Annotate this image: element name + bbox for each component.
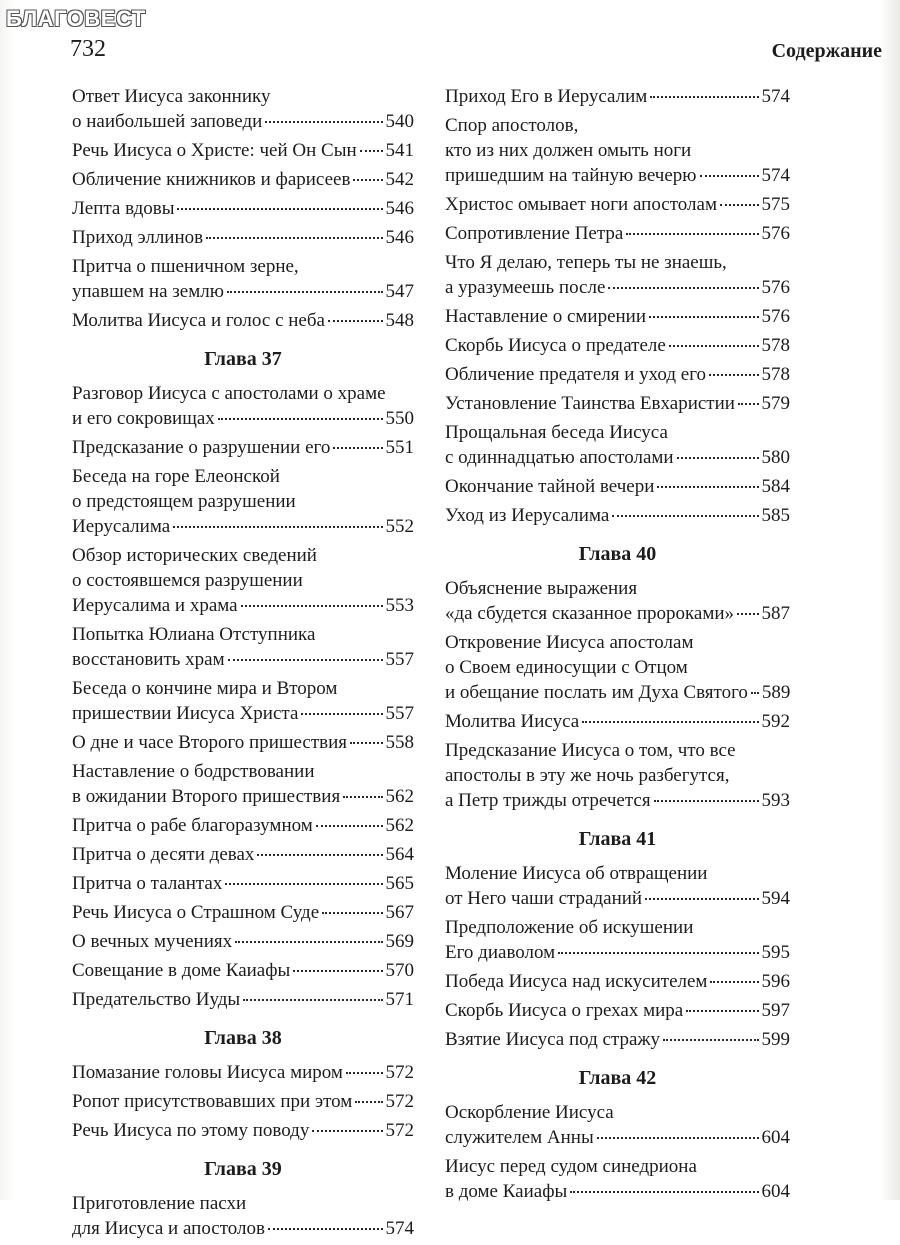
watermark-logo: БЛАГОВЕСТ <box>6 6 146 31</box>
toc-entry-title-line: Беседа о кончине мира и Втором <box>72 678 338 699</box>
dot-leader <box>738 403 759 405</box>
toc-entry-title-line: о Своем единосущии с Отцом <box>445 657 688 678</box>
dot-leader <box>316 825 383 827</box>
toc-entry <box>445 1100 790 1150</box>
toc-page-number: 565 <box>385 873 414 894</box>
toc-entry-title-line: Приход Его в Иерусалим <box>445 86 648 107</box>
dot-leader <box>582 721 758 723</box>
toc-entry <box>72 1118 414 1143</box>
toc-entry <box>445 113 790 188</box>
toc-page-number: 567 <box>385 902 414 923</box>
toc-entry-row <box>72 958 414 983</box>
toc-entry-row <box>445 601 790 626</box>
toc-entry-title-line: для Иисуса и апостолов <box>72 1218 265 1239</box>
toc-entry-title-line: Обличение предателя и уход его <box>445 364 707 385</box>
toc-entry <box>72 1191 414 1241</box>
toc-page-number: 576 <box>761 306 790 327</box>
toc-page-number: 542 <box>385 169 414 190</box>
running-header: Содержание <box>771 40 882 62</box>
toc-page-number: 592 <box>761 711 790 732</box>
chapter-heading: Глава 39 <box>204 1158 282 1180</box>
toc-entry-row <box>445 333 790 358</box>
toc-entry-title-line: Уход из Иерусалима <box>445 505 610 526</box>
dot-leader <box>218 418 383 420</box>
toc-page-number: 571 <box>385 989 414 1010</box>
toc-entry-title-line: Молитва Иисуса и голос с неба <box>72 310 325 331</box>
toc-entry-title-line: пришествии Иисуса Христа <box>72 703 299 724</box>
toc-entry-row <box>445 940 790 965</box>
dot-leader <box>301 713 382 715</box>
toc-page-number: 589 <box>761 682 791 703</box>
dot-leader <box>343 796 382 798</box>
toc-entry-title-line: Что Я делаю, теперь ты не знаешь, <box>445 252 727 273</box>
toc-entry-title-line: Притча о десяти девах <box>72 844 255 865</box>
dot-leader <box>355 1101 382 1103</box>
toc-entry-row <box>72 109 414 134</box>
toc-page-number: 557 <box>385 649 414 670</box>
toc-entry <box>445 576 790 626</box>
toc-entry-title-line: Совещание в доме Каиафы <box>72 960 291 981</box>
toc-entry-title-line: Притча о пшеничном зерне, <box>72 256 299 277</box>
toc-page-number: 540 <box>385 111 414 132</box>
toc-entry-title-line: Скорбь Иисуса о предателе <box>445 335 666 356</box>
dot-leader <box>353 179 382 181</box>
toc-entry-title-line: Речь Иисуса о Страшном Суде <box>72 902 320 923</box>
toc-entry-title-line: о наибольшей заповеди <box>72 111 263 132</box>
toc-entry-title-line: Беседа на горе Елеонской <box>72 466 280 487</box>
toc-entry-row <box>72 138 414 163</box>
toc-entry <box>72 622 414 672</box>
toc-page-number: 575 <box>761 194 790 215</box>
chapter-heading: Глава 40 <box>578 543 657 565</box>
dot-leader <box>227 291 383 293</box>
toc-page-number: 570 <box>385 960 414 981</box>
toc-entry-row <box>72 871 414 896</box>
toc-entry-title-line: Скорбь Иисуса о грехах мира <box>445 1000 684 1021</box>
toc-entry-row <box>445 474 790 499</box>
dot-leader <box>235 941 382 943</box>
dot-leader <box>597 1137 759 1139</box>
toc-page-number: 546 <box>385 198 414 219</box>
dot-leader <box>265 121 382 123</box>
dot-leader <box>645 898 758 900</box>
toc-entry-row <box>72 167 414 192</box>
toc-entry-row <box>445 709 790 734</box>
toc-page-number: 580 <box>761 447 790 468</box>
toc-entry-title-line: Моление Иисуса об отвращении <box>445 863 708 884</box>
toc-entry <box>72 676 414 726</box>
dot-leader <box>612 515 758 517</box>
toc-entry <box>445 304 790 329</box>
dot-leader <box>626 233 758 235</box>
toc-page-number: 595 <box>761 942 790 963</box>
toc-page-number: 553 <box>385 595 414 616</box>
toc-entry-title-line: Взятие Иисуса под стражу <box>445 1029 661 1050</box>
dot-leader <box>558 952 758 954</box>
dot-leader <box>751 692 759 694</box>
toc-page-number: 604 <box>761 1127 790 1148</box>
toc-entry <box>72 225 414 250</box>
toc-entry-row <box>445 680 790 705</box>
toc-entry <box>445 362 790 387</box>
dot-leader <box>206 237 382 239</box>
toc-entry-title-line: Обзор исторических сведений <box>72 545 317 566</box>
toc-page-number: 548 <box>385 310 414 331</box>
chapter-heading: Глава 42 <box>578 1067 657 1089</box>
toc-entry-title-line: Спор апостолов, <box>445 115 579 136</box>
toc-page-number: 599 <box>761 1029 790 1050</box>
toc-entry <box>445 630 790 705</box>
toc-entry-row <box>72 701 414 726</box>
toc-entry-title-line: «да сбудется сказанное пророками» <box>445 603 735 624</box>
toc-page-number: 585 <box>761 505 790 526</box>
chapter-heading: Глава 37 <box>204 348 282 370</box>
dot-leader <box>360 150 383 152</box>
toc-entry-row <box>72 784 414 809</box>
toc-entry <box>445 1027 790 1052</box>
toc-entry-title-line: Предсказание Иисуса о том, что все <box>445 740 736 761</box>
dot-leader <box>293 970 382 972</box>
dot-leader <box>268 1228 383 1230</box>
toc-entry <box>445 333 790 358</box>
toc-entry-title-line: Объяснение выражения <box>445 578 638 599</box>
toc-entry-title-line: Иерусалима и храма <box>72 595 238 616</box>
dot-leader <box>686 1010 758 1012</box>
toc-entry-row <box>72 900 414 925</box>
toc-entry-title-line: Иисус перед судом синедриона <box>445 1156 697 1177</box>
toc-page-number: 541 <box>385 140 414 161</box>
toc-entry <box>72 987 414 1012</box>
toc-entry-title-line: Речь Иисуса о Христе: чей Он Сын <box>72 140 357 161</box>
toc-entry <box>72 381 414 431</box>
toc-entry-row <box>445 362 790 387</box>
toc-entry-title-line: и его сокровищах <box>72 408 215 429</box>
toc-entry <box>445 474 790 499</box>
toc-entry <box>72 138 414 163</box>
toc-entry-title-line: О дне и часе Второго пришествия <box>72 732 348 753</box>
toc-page-number: 552 <box>385 516 414 537</box>
toc-entry-row <box>445 503 790 528</box>
toc-column-right <box>445 84 790 1208</box>
toc-entry <box>445 915 790 965</box>
toc-column-left <box>72 84 414 1245</box>
toc-page-number: 562 <box>385 815 414 836</box>
toc-entry-title-line: и обещание послать им Духа Святого <box>445 682 748 703</box>
dot-leader <box>710 981 758 983</box>
toc-page-number: 572 <box>385 1120 414 1141</box>
toc-entry-title-line: Обличение книжников и фарисеев <box>72 169 351 190</box>
toc-page-number: 547 <box>385 281 414 302</box>
toc-entry-title-line: Победа Иисуса над искусителем <box>445 971 708 992</box>
dot-leader <box>333 447 382 449</box>
toc-entry-row <box>72 406 414 431</box>
dot-leader <box>649 316 758 318</box>
toc-entry <box>445 250 790 300</box>
toc-entry-title-line: Предсказание о разрушении его <box>72 437 331 458</box>
toc-entry-title-line: Оскорбление Иисуса <box>445 1102 614 1123</box>
toc-entry-title-line: а Петр трижды отречется <box>445 790 651 811</box>
toc-entry <box>72 1060 414 1085</box>
toc-page-number: 572 <box>385 1091 414 1112</box>
toc-entry-row <box>445 1027 790 1052</box>
toc-page-number: 594 <box>761 888 790 909</box>
toc-entry <box>72 196 414 221</box>
toc-entry-title-line: апостолы в эту же ночь разбегутся, <box>445 765 730 786</box>
toc-entry-title-line: от Него чаши страданий <box>445 888 643 909</box>
toc-entry-row <box>445 163 790 188</box>
toc-entry-row <box>445 221 790 246</box>
toc-entry-row <box>72 279 414 304</box>
toc-entry-row <box>445 969 790 994</box>
toc-entry <box>72 929 414 954</box>
toc-entry-title-line: Притча о талантах <box>72 873 223 894</box>
toc-entry-title-line: пришедшим на тайную вечерю <box>445 165 697 186</box>
toc-entry <box>72 1089 414 1114</box>
toc-entry-row <box>72 987 414 1012</box>
toc-entry-title-line: Прощальная беседа Иисуса <box>445 422 668 443</box>
dot-leader <box>322 912 382 914</box>
toc-entry-row <box>445 84 790 109</box>
dot-leader <box>657 486 758 488</box>
toc-entry-row <box>72 929 414 954</box>
dot-leader <box>608 287 758 289</box>
dot-leader <box>663 1039 758 1041</box>
toc-entry-title-line: Установление Таинства Евхаристии <box>445 393 735 414</box>
toc-entry-title-line: с одиннадцатью апостолами <box>445 447 674 468</box>
toc-entry-title-line: Притча о рабе благоразумном <box>72 815 313 836</box>
toc-page-number: 593 <box>761 790 790 811</box>
dot-leader <box>173 526 382 528</box>
toc-page-number: 579 <box>761 393 790 414</box>
toc-page-number: 576 <box>761 277 790 298</box>
toc-entry-title-line: Сопротивление Петра <box>445 223 624 244</box>
dot-leader <box>709 374 758 376</box>
toc-entry-row <box>72 1089 414 1114</box>
toc-entry-title-line: Предательство Иуды <box>72 989 241 1010</box>
toc-page-number: 578 <box>761 364 790 385</box>
dot-leader <box>346 1072 383 1074</box>
toc-entry-row <box>72 842 414 867</box>
toc-entry-row <box>445 1179 790 1204</box>
toc-page-number: 550 <box>385 408 414 429</box>
dot-leader <box>350 742 382 744</box>
toc-entry <box>72 435 414 460</box>
toc-entry <box>72 543 414 618</box>
toc-entry-row <box>72 514 414 539</box>
toc-entry <box>445 221 790 246</box>
toc-entry-title-line: Наставление о смирении <box>445 306 647 327</box>
toc-entry <box>445 192 790 217</box>
toc-entry-row <box>72 1216 414 1241</box>
toc-page-number: 604 <box>761 1181 790 1202</box>
toc-entry-title-line: в ожидании Второго пришествия <box>72 786 341 807</box>
toc-entry-row <box>72 1118 414 1143</box>
dot-leader <box>654 800 759 802</box>
toc-entry <box>72 759 414 809</box>
dot-leader <box>177 208 382 210</box>
toc-entry <box>72 842 414 867</box>
toc-entry-title-line: Ответ Иисуса законнику <box>72 86 271 107</box>
dot-leader <box>650 96 758 98</box>
dot-leader <box>737 613 758 615</box>
toc-entry-row <box>445 445 790 470</box>
toc-entry <box>72 464 414 539</box>
toc-entry <box>445 738 790 813</box>
toc-page-number: 576 <box>761 223 790 244</box>
toc-entry <box>445 391 790 416</box>
toc-entry <box>72 958 414 983</box>
toc-entry-title-line: Речь Иисуса по этому поводу <box>72 1120 310 1141</box>
toc-entry-title-line: Попытка Юлиана Отступника <box>72 624 316 645</box>
toc-page-number: 562 <box>385 786 414 807</box>
toc-entry-title-line: о предстоящем разрушении <box>72 491 296 512</box>
toc-entry-title-line: восстановить храм <box>72 649 225 670</box>
toc-page-number: 558 <box>385 732 414 753</box>
chapter-heading: Глава 41 <box>578 828 657 850</box>
toc-entry-row <box>445 788 790 813</box>
dot-leader <box>720 204 759 206</box>
toc-page-number: 578 <box>761 335 790 356</box>
toc-entry-title-line: упавшем на землю <box>72 281 224 302</box>
toc-entry-row <box>72 196 414 221</box>
toc-entry-title-line: Иерусалима <box>72 516 171 537</box>
dot-leader <box>312 1130 382 1132</box>
toc-page-number: 551 <box>385 437 414 458</box>
toc-page-number: 597 <box>761 1000 790 1021</box>
toc-page-number: 564 <box>385 844 414 865</box>
dot-leader <box>570 1191 758 1193</box>
dot-leader <box>241 605 383 607</box>
toc-entry-row <box>72 435 414 460</box>
toc-page-number: 574 <box>761 86 790 107</box>
toc-entry <box>72 167 414 192</box>
toc-entry-row <box>72 730 414 755</box>
toc-page-number: 557 <box>385 703 414 724</box>
toc-entry-title-line: Ропот присутствовавших при этом <box>72 1091 353 1112</box>
dot-leader <box>225 883 382 885</box>
dot-leader <box>328 320 383 322</box>
toc-entry-row <box>72 647 414 672</box>
toc-entry-title-line: Окончание тайной вечери <box>445 476 655 497</box>
toc-entry-title-line: Приготовление пасхи <box>72 1193 247 1214</box>
toc-entry-title-line: Его диаволом <box>445 942 556 963</box>
toc-entry-title-line: Молитва Иисуса <box>445 711 580 732</box>
dot-leader <box>257 854 382 856</box>
toc-page-number: 569 <box>385 931 414 952</box>
dot-leader <box>228 659 383 661</box>
toc-entry-title-line: Лепта вдовы <box>72 198 175 219</box>
toc-entry-title-line: служителем Анны <box>445 1127 594 1148</box>
dot-leader <box>700 175 759 177</box>
toc-entry-title-line: Разговор Иисуса с апостолами о храме <box>72 383 386 404</box>
toc-entry <box>445 503 790 528</box>
toc-entry <box>445 998 790 1023</box>
toc-entry-title-line: Помазание головы Иисуса миром <box>72 1062 343 1083</box>
toc-entry <box>445 1154 790 1204</box>
toc-entry <box>445 420 790 470</box>
toc-entry <box>72 84 414 134</box>
toc-page-number: 584 <box>761 476 790 497</box>
toc-page-number: 587 <box>761 603 790 624</box>
toc-entry-row <box>72 225 414 250</box>
toc-entry <box>445 84 790 109</box>
toc-entry-title-line: Приход эллинов <box>72 227 204 248</box>
toc-entry-row <box>72 308 414 333</box>
toc-page-number: 572 <box>385 1062 414 1083</box>
toc-entry <box>445 969 790 994</box>
toc-entry-title-line: в доме Каиафы <box>445 1181 568 1202</box>
toc-entry-row <box>445 391 790 416</box>
toc-entry-title-line: о состоявшемся разрушении <box>72 570 303 591</box>
dot-leader <box>669 345 759 347</box>
toc-entry <box>445 861 790 911</box>
toc-entry-title-line: Христос омывает ноги апостолам <box>445 194 717 215</box>
toc-entry-row <box>445 998 790 1023</box>
toc-entry-row <box>445 192 790 217</box>
toc-entry <box>72 871 414 896</box>
dot-leader <box>243 999 382 1001</box>
toc-page-number: 546 <box>385 227 414 248</box>
toc-entry-row <box>445 886 790 911</box>
toc-page-number: 596 <box>761 971 790 992</box>
toc-entry-row <box>72 1060 414 1085</box>
toc-entry <box>72 813 414 838</box>
toc-entry-row <box>445 1125 790 1150</box>
toc-entry-title-line: Наставление о бодрствовании <box>72 761 315 782</box>
toc-page-number: 574 <box>761 165 790 186</box>
toc-entry <box>72 730 414 755</box>
toc-entry-title-line: кто из них должен омыть ноги <box>445 140 692 161</box>
dot-leader <box>677 457 759 459</box>
toc-entry-row <box>72 813 414 838</box>
toc-entry <box>445 709 790 734</box>
toc-entry-row <box>72 593 414 618</box>
toc-entry-title-line: Предположение об искушении <box>445 917 694 938</box>
toc-entry-title-line: Откровение Иисуса апостолам <box>445 632 694 653</box>
toc-entry-row <box>445 275 790 300</box>
toc-page-number: 574 <box>385 1218 414 1239</box>
toc-entry <box>72 254 414 304</box>
page-number: 732 <box>70 36 106 62</box>
toc-entry <box>72 900 414 925</box>
toc-entry-title-line: О вечных мучениях <box>72 931 233 952</box>
chapter-heading: Глава 38 <box>204 1027 282 1049</box>
toc-entry-row <box>445 304 790 329</box>
toc-entry-title-line: а уразумеешь после <box>445 277 606 298</box>
toc-entry <box>72 308 414 333</box>
